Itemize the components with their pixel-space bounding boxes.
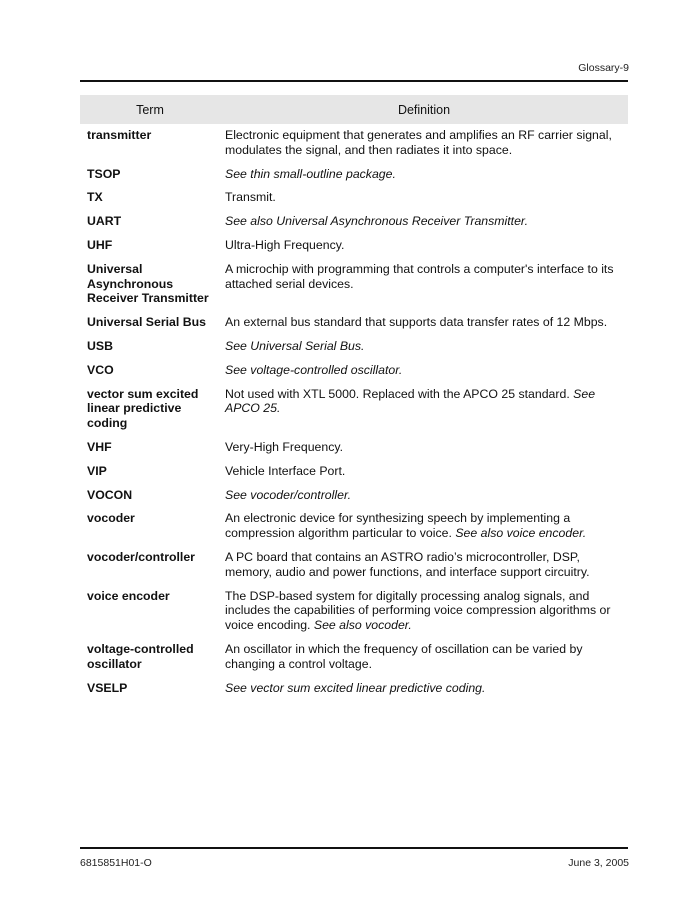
glossary-definition [220, 440, 628, 455]
footer-date: June 3, 2005 [568, 857, 629, 869]
glossary-term: Universal Asynchronous Receiver Transmitter [87, 261, 209, 306]
header-rule [80, 80, 628, 82]
glossary-term: voltage-controlled oscillator [87, 641, 194, 671]
glossary-definition [220, 315, 628, 330]
glossary-term: TX [87, 190, 103, 205]
definition-text: A microchip with programming that controls a computer's interface to its attached serial devices. [225, 261, 614, 291]
glossary-term: VCO [87, 362, 114, 377]
glossary-definition [220, 589, 628, 633]
definition-text: See also Universal Asynchronous Receiver Transmitter. [225, 214, 528, 229]
page-header-label: Glossary-9 [578, 62, 629, 74]
glossary-definition [220, 681, 628, 696]
table-row [80, 511, 628, 550]
glossary-term: transmitter [87, 128, 152, 142]
glossary-definition [220, 363, 628, 378]
glossary-term: vocoder [87, 511, 135, 526]
table-row [80, 128, 628, 167]
definition-text: Transmit. [225, 190, 276, 205]
glossary-definition [220, 488, 628, 503]
definition-text: See vocoder/controller. [225, 487, 351, 502]
table-row [80, 190, 628, 214]
table-row [80, 589, 628, 642]
table-row [80, 681, 628, 705]
glossary-term: VIP [87, 463, 107, 478]
table-row [80, 262, 628, 315]
glossary-definition [220, 464, 628, 479]
glossary-definition [220, 511, 628, 541]
glossary-term: VHF [87, 439, 112, 454]
glossary-definition [220, 167, 628, 182]
table-header [80, 95, 628, 124]
definition-text: Vehicle Interface Port. [225, 463, 346, 478]
glossary-term: VSELP [87, 680, 128, 695]
glossary-definition [220, 190, 628, 205]
definition-text: See voltage-controlled oscillator. [225, 362, 403, 377]
table-row [80, 440, 628, 464]
glossary-definition [220, 550, 628, 580]
definition-text: Electronic equipment that generates and amplifies an RF carrier signal, modulates the signal, and then radiates it into space. [225, 128, 612, 157]
table-row [80, 464, 628, 488]
footer-rule [80, 847, 628, 849]
definition-cross-reference: See APCO 25. [225, 386, 596, 416]
glossary-term: USB [87, 338, 113, 353]
table-row [80, 167, 628, 191]
glossary-definition [220, 387, 628, 431]
glossary-definition [220, 214, 628, 229]
table-row [80, 488, 628, 512]
column-header-definition: Definition [397, 102, 451, 117]
glossary-term: VOCON [87, 487, 133, 502]
glossary-term: UART [87, 214, 122, 229]
definition-text: Ultra-High Frequency. [225, 237, 345, 252]
definition-text: An electronic device for synthesizing speech by implementing a compression algorithm particular to voice. [225, 511, 571, 541]
glossary-definition [220, 339, 628, 354]
glossary-table [80, 95, 628, 704]
table-row [80, 214, 628, 238]
glossary-definition [220, 238, 628, 253]
glossary-definition [220, 642, 628, 672]
glossary-term: voice encoder [87, 588, 170, 603]
glossary-term: vocoder/controller [87, 549, 195, 564]
table-row [80, 315, 628, 339]
definition-text: An oscillator in which the frequency of oscillation can be varied by changing a control voltage. [225, 641, 583, 671]
footer-doc-number: 6815851H01-O [80, 857, 152, 869]
glossary-definition [220, 128, 628, 158]
definition-text: See vector sum excited linear predictive coding. [225, 680, 486, 695]
definition-text: An external bus standard that supports data transfer rates of 12 Mbps. [225, 315, 608, 330]
table-row [80, 642, 628, 681]
definition-text: Not used with XTL 5000. Replaced with the APCO 25 standard. [225, 386, 574, 401]
glossary-definition [220, 262, 628, 306]
table-row [80, 238, 628, 262]
table-row [80, 363, 628, 387]
column-header-term: Term [136, 102, 164, 117]
definition-cross-reference: See also vocoder. [313, 618, 412, 633]
definition-text: See Universal Serial Bus. [225, 338, 365, 353]
definition-text: A PC board that contains an ASTRO radio’s microcontroller, DSP, memory, audio and power functions, and interface support circuitry. [225, 549, 590, 579]
definition-text: Very-High Frequency. [225, 439, 344, 454]
table-row [80, 387, 628, 440]
table-row [80, 550, 628, 589]
glossary-term: Universal Serial Bus [87, 315, 206, 330]
table-row [80, 339, 628, 363]
glossary-term: vector sum excited linear predictive coding [87, 386, 199, 431]
definition-cross-reference: See also voice encoder. [455, 526, 587, 541]
definition-text: See thin small-outline package. [225, 166, 396, 181]
definition-text: The DSP-based system for digitally processing analog signals, and includes the capabilities of performing voice compression algorithms or voice encoding. [225, 588, 611, 633]
glossary-term: TSOP [87, 166, 121, 181]
glossary-term: UHF [87, 237, 113, 252]
table-body [80, 128, 628, 704]
